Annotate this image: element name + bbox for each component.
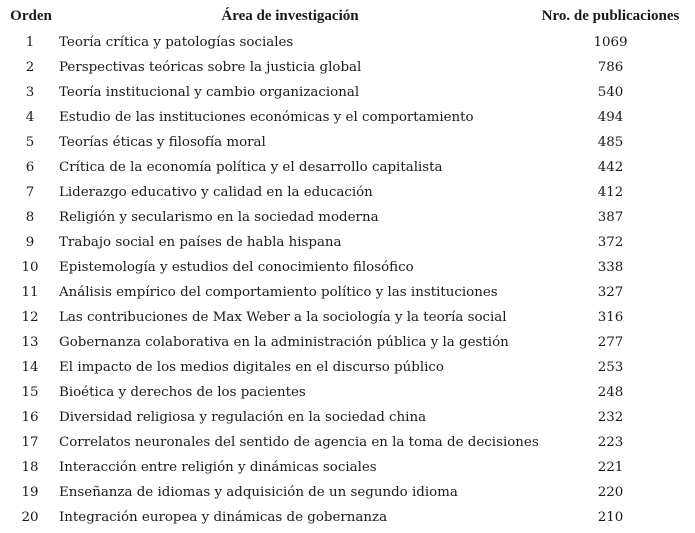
cell-rank: 10 (21, 260, 39, 275)
cell-rank: 12 (21, 310, 39, 325)
cell-rank: 7 (25, 185, 35, 200)
cell-area: Diversidad religiosa y regulación en la sociedad china (59, 410, 427, 425)
table-row (0, 483, 695, 508)
cell-rank: 1 (25, 35, 35, 50)
cell-rank: 19 (21, 485, 39, 500)
table-row (0, 183, 695, 208)
cell-area: Religión y secularismo en la sociedad moderna (59, 210, 379, 225)
cell-count: 338 (597, 260, 624, 275)
cell-rank: 8 (25, 210, 35, 225)
cell-area: Liderazgo educativo y calidad en la educación (59, 185, 373, 200)
cell-area: Epistemología y estudios del conocimiento filosófico (59, 260, 414, 275)
cell-area: Teorías éticas y filosofía moral (59, 135, 266, 150)
cell-area: Interacción entre religión y dinámicas sociales (59, 460, 377, 475)
cell-area: Análisis empírico del comportamiento político y las instituciones (59, 285, 498, 300)
header-count: Nro. de publicaciones (541, 8, 680, 24)
cell-count: 223 (597, 435, 624, 450)
table-row (0, 308, 695, 333)
cell-count: 327 (597, 285, 624, 300)
cell-area: Enseñanza de idiomas y adquisición de un segundo idioma (59, 485, 458, 500)
table-row (0, 83, 695, 108)
cell-area: Perspectivas teóricas sobre la justicia global (59, 60, 362, 75)
cell-count: 248 (597, 385, 624, 400)
cell-rank: 6 (25, 160, 35, 175)
table-row (0, 58, 695, 83)
header-area: Área de investigación (221, 8, 359, 24)
table-row (0, 208, 695, 233)
table-row (0, 408, 695, 433)
cell-count: 442 (597, 160, 624, 175)
cell-area: Gobernanza colaborativa en la administración pública y la gestión (59, 335, 509, 350)
cell-count: 485 (597, 135, 624, 150)
table-row (0, 283, 695, 308)
table-row (0, 333, 695, 358)
table-row (0, 258, 695, 283)
table-row (0, 158, 695, 183)
cell-count: 540 (597, 85, 624, 100)
cell-rank: 4 (25, 110, 35, 125)
cell-count: 316 (597, 310, 624, 325)
cell-count: 494 (597, 110, 624, 125)
cell-rank: 5 (25, 135, 35, 150)
cell-rank: 13 (21, 335, 39, 350)
table-row (0, 133, 695, 158)
cell-count: 253 (597, 360, 624, 375)
cell-rank: 15 (21, 385, 39, 400)
table-row (0, 33, 695, 58)
cell-count: 220 (597, 485, 624, 500)
table-row (0, 383, 695, 408)
cell-area: Correlatos neuronales del sentido de agencia en la toma de decisiones (59, 435, 539, 450)
cell-rank: 3 (25, 85, 35, 100)
cell-area: Integración europea y dinámicas de gobernanza (59, 510, 388, 525)
table-row (0, 233, 695, 258)
cell-rank: 11 (21, 285, 39, 300)
cell-count: 232 (597, 410, 624, 425)
cell-count: 372 (597, 235, 624, 250)
cell-count: 387 (597, 210, 624, 225)
cell-rank: 14 (21, 360, 39, 375)
cell-rank: 16 (21, 410, 39, 425)
cell-count: 221 (597, 460, 624, 475)
cell-rank: 20 (21, 510, 39, 525)
cell-rank: 18 (21, 460, 39, 475)
cell-area: El impacto de los medios digitales en el discurso público (59, 360, 444, 375)
cell-area: Estudio de las instituciones económicas y el comportamiento (59, 110, 474, 125)
table-header (0, 0, 695, 33)
table-row (0, 358, 695, 383)
header-rank: Orden (10, 8, 52, 24)
cell-area: Bioética y derechos de los pacientes (59, 385, 306, 400)
cell-area: Teoría institucional y cambio organizacional (59, 85, 360, 100)
cell-area: Las contribuciones de Max Weber a la sociología y la teoría social (59, 310, 507, 325)
cell-count: 1069 (593, 35, 628, 50)
cell-rank: 2 (25, 60, 35, 75)
cell-rank: 9 (25, 235, 35, 250)
cell-area: Trabajo social en países de habla hispana (59, 235, 342, 250)
cell-count: 277 (597, 335, 624, 350)
table-row (0, 508, 695, 533)
table-row (0, 108, 695, 133)
cell-rank: 17 (21, 435, 39, 450)
table-body (0, 33, 695, 533)
cell-area: Teoría crítica y patologías sociales (59, 35, 294, 50)
cell-count: 412 (597, 185, 624, 200)
cell-count: 786 (597, 60, 624, 75)
cell-area: Crítica de la economía política y el desarrollo capitalista (59, 160, 443, 175)
table-row (0, 458, 695, 483)
table-row (0, 433, 695, 458)
cell-count: 210 (597, 510, 624, 525)
